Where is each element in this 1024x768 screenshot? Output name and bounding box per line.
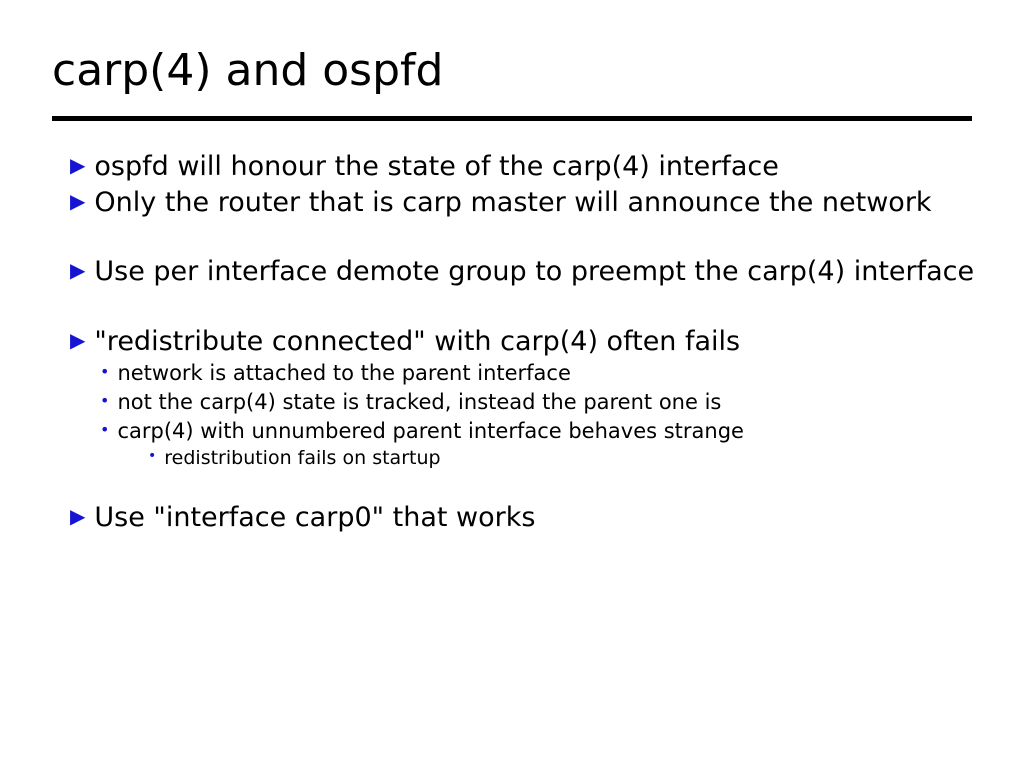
sub-bullet-item	[70, 389, 980, 417]
bullet-text: Use "interface carp0" that works	[94, 502, 536, 534]
slide-body	[70, 150, 980, 537]
dot-bullet-icon: •	[148, 448, 157, 465]
bullet-item	[70, 186, 980, 221]
spacer	[70, 221, 980, 255]
sub-bullet-text: not the carp(4) state is tracked, instead the parent one is	[117, 389, 722, 414]
sub-bullet-text: network is attached to the parent interface	[117, 361, 571, 386]
spacer	[70, 471, 980, 501]
bullet-text: ospfd will honour the state of the carp(4) interface	[94, 151, 779, 182]
bullet-text: Only the router that is carp master will announce the network	[94, 186, 932, 218]
sub-bullet-item	[70, 360, 980, 388]
bullet-text: "redistribute connected" with carp(4) often fails	[94, 325, 741, 357]
slide-title: carp(4) and ospfd	[52, 45, 444, 96]
sub-bullet-text: carp(4) with unnumbered parent interface behaves strange	[117, 418, 744, 443]
triangle-bullet-icon: ▶	[70, 188, 86, 213]
spacer	[70, 291, 980, 325]
bullet-item	[70, 150, 980, 185]
triangle-bullet-icon: ▶	[70, 504, 86, 529]
dot-bullet-icon: •	[100, 390, 110, 410]
sub-bullet-item	[70, 418, 980, 446]
sub-sub-bullet-text: redistribution fails on startup	[164, 447, 441, 470]
triangle-bullet-icon: ▶	[70, 258, 86, 283]
bullet-item	[70, 325, 980, 360]
title-divider	[52, 116, 972, 121]
bullet-text: Use per interface demote group to preempt the carp(4) interface	[94, 256, 975, 288]
triangle-bullet-icon: ▶	[70, 153, 86, 177]
dot-bullet-icon: •	[100, 362, 110, 382]
bullet-item	[70, 501, 980, 536]
sub-sub-bullet-item	[70, 446, 980, 471]
bullet-item	[70, 255, 980, 290]
dot-bullet-icon: •	[100, 419, 110, 439]
triangle-bullet-icon: ▶	[70, 327, 86, 352]
